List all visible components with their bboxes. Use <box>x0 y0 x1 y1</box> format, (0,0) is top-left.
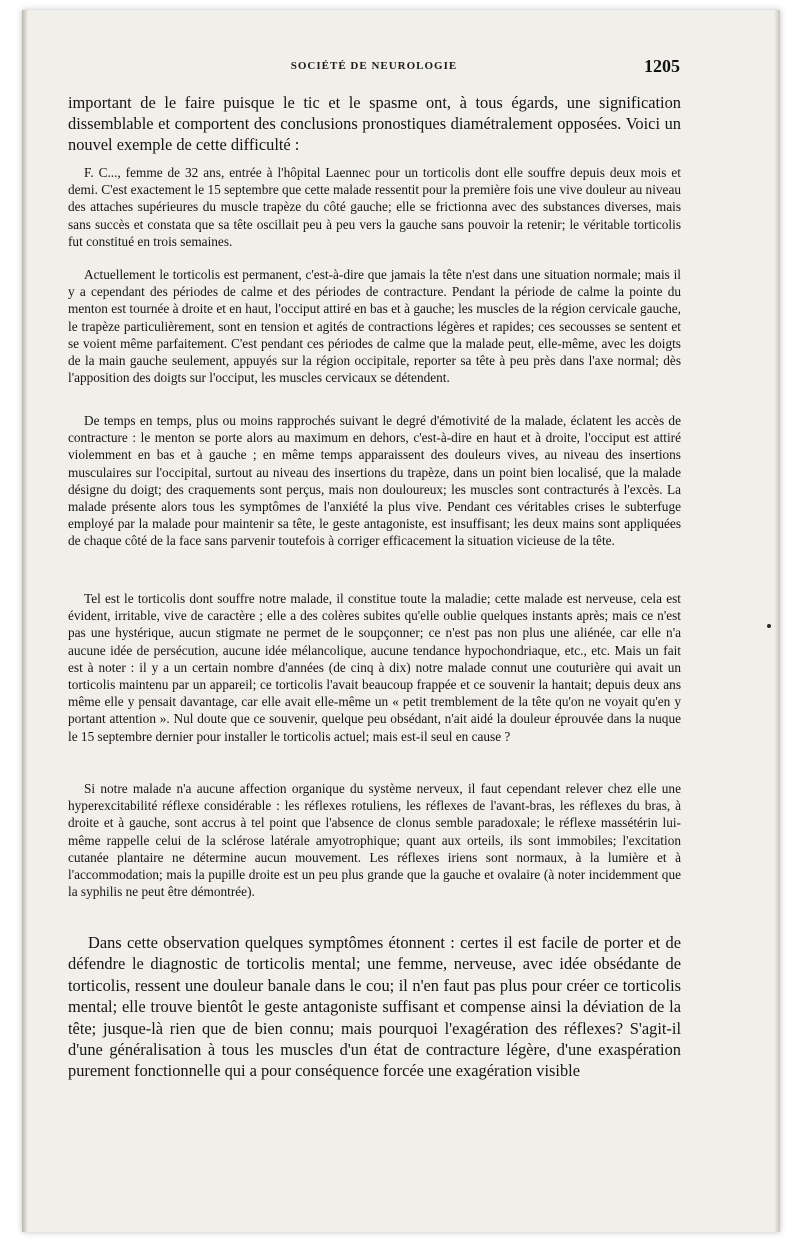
observation-paragraph-5: Si notre malade n'a aucune affection organique du système nerveux, il faut cependant relever chez elle une hyperexcitabilité réflexe considérable : les réflexes rotuliens, les réflexes de l'avant-bras, les réflexes du bras, à droite et à gauche, sont accrus à tel point que l'absence de clonus semble paradoxale; le réflexe massétérin lui-même rappelle celui de la sclérose latérale amyotrophique; quant aux orteils, ils sont immobiles; l'excitation cutanée plantaire ne détermine aucun mouvement. Les réflexes iriens sont normaux, à la lumière et à l'accommodation; mais la pupille droite est un peu plus grande que la gauche et ovalaire (à noter incidemment que la syphilis ne peut être démontrée). <box>68 781 681 900</box>
running-head: SOCIÉTÉ DE NEUROLOGIE <box>290 60 458 72</box>
page-edge-shadow-right <box>774 10 780 1232</box>
page-edge-shadow-left <box>22 10 28 1232</box>
ink-speck <box>767 624 771 628</box>
observation-paragraph-2: Actuellement le torticolis est permanent, c'est-à-dire que jamais la tête n'est dans une situation normale; mais il y a cependant des périodes de calme et des périodes de contracture. Pendant la période de calme la pointe du menton est tournée à droite et en haut, l'occiput attiré en bas et à gauche; les muscles de la région cervicale gauche, le trapèze particulièrement, sont en tension et agités de contractions légères et rapides; ces secousses se sentent et se voient même parfaitement. C'est pendant ces périodes de calme que la malade peut, elle-même, avec les doigts de la main gauche seulement, appuyés sur la région occipitale, reporter sa tête à peu près dans l'axe normal; dès l'apposition des doigts sur l'occiput, les muscles cervicaux se détendent. <box>68 267 681 386</box>
conclusion-paragraph: Dans cette observation quelques symptômes étonnent : certes il est facile de porter et de défendre le diagnostic de torticolis mental; une femme, nerveuse, avec idée obsédante de torticolis, ressent une douleur banale dans le cou; il n'en faut pas plus pour créer ce torticolis mental; elle trouve bientôt le geste antagoniste suffisant et compense ainsi la déviation de la tête; jusque-là rien que de bien connu; mais pourquoi l'exagération des réflexes? S'agit-il d'une généralisation à tous les muscles d'un état de contracture légère, d'une exaspération purement fonctionnelle qui a pour conséquence forcée une exagération visible <box>68 933 681 1081</box>
observation-paragraph-1: F. C..., femme de 32 ans, entrée à l'hôpital Laennec pour un torticolis dont elle souffre depuis deux mois et demi. C'est exactement le 15 septembre que cette malade ressentit pour la première fois une vive douleur au niveau des attaches supérieures du muscle trapèze du côté gauche; elle se frictionna avec des substances diverses, mais sans succès et constata que sa tête oscillait peu à peu vers la gauche sans pouvoir la retenir; le véritable torticolis fut constitué en trois semaines. <box>68 165 681 249</box>
page-number: 1205 <box>644 56 680 76</box>
observation-paragraph-4: Tel est le torticolis dont souffre notre malade, il constitue toute la maladie; cette malade est nerveuse, cela est évident, irritable, vive de caractère ; elle a des colères subites qu'elle oublie quelques instants après; mais ce n'est pas une hystérique, aucun stigmate ne permet de le soupçonner; ce n'est pas non plus une aliénée, car elle n'a aucune idée de persécution, aucune idée mélancolique, aucune tendance hypochondriaque, etc., etc. Mais un fait est à noter : il y a un certain nombre d'années (de cinq à dix) notre malade connut une couturière qui avait un torticolis maintenu par un appareil; ce torticolis l'avait beaucoup frappée et ce souvenir la hantait; depuis deux ans même elle y pensait davantage, car elle avait elle-même un « petit tremblement de la tête qu'on ne voyait qu'en y portant attention ». Nul doute que ce souvenir, quelque peu obsédant, n'ait aidé la douleur éprouvée dans la nuque le 15 septembre dernier pour installer le torticolis actuel; mais est-il seul en cause ? <box>68 591 681 744</box>
page-header <box>68 56 680 80</box>
observation-paragraph-3: De temps en temps, plus ou moins rapprochés suivant le degré d'émotivité de la malade, éclatent les accès de contracture : le menton se porte alors au maximum en dehors, c'est-à-dire en haut et à droite, l'occiput est attiré violemment en bas et à gauche ; en même temps apparaissent des douleurs vives, au niveau des insertions musculaires sur l'occipital, surtout au niveau des insertions du trapèze, dans un point bien localisé, que la malade désigne du doigt; des craquements sont perçus, mais non douloureux; les muscles sont contracturés à l'excès. La malade présente alors tous les symptômes de l'anxiété la plus vive. Pendant ces véritables crises le subterfuge employé par la malade pour maintenir sa tête, le geste antagoniste, est insuffisant; les deux mains sont appliquées de chaque côté de la face sans parvenir toutefois à corriger efficacement la situation vicieuse de la tête. <box>68 413 681 549</box>
intro-paragraph: important de le faire puisque le tic et le spasme ont, à tous égards, une signification dissemblable et comportent des conclusions pronostiques diamétralement opposées. Voici un nouvel exemple de cette difficulté : <box>68 93 681 154</box>
